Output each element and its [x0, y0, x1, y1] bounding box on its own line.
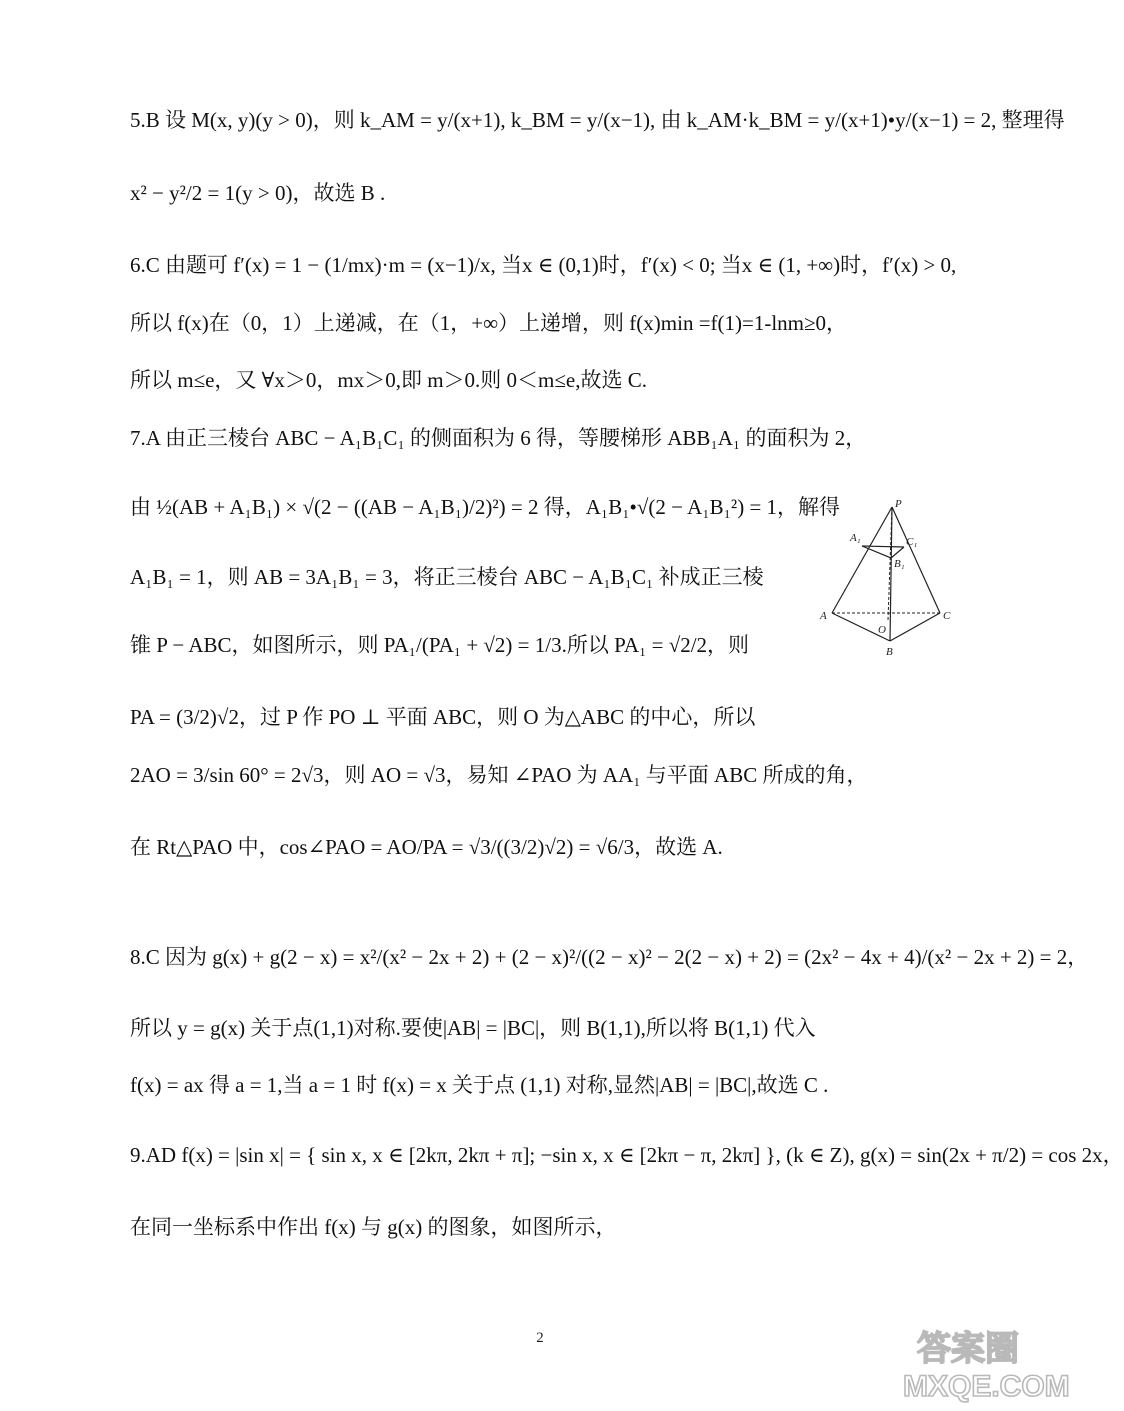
text-line-5b-2: x² − y²/2 = 1(y > 0)，故选 B . — [130, 181, 386, 205]
text-line-6c-3: 所以 m≤e，又 ∀x＞0，mx＞0,即 m＞0.则 0＜m≤e,故选 C. — [130, 368, 647, 392]
watermark-top: 答案圈 — [917, 1330, 1019, 1368]
text-line-7a-5: PA = (3/2)√2，过 P 作 PO ⊥ 平面 ABC，则 O 为△ABC 的中心，所以 — [130, 705, 756, 729]
label-a1: A₁ — [850, 532, 861, 544]
pyramid-figure — [812, 495, 962, 660]
edge-bc — [890, 613, 940, 641]
edge-a1c1 — [862, 546, 904, 547]
watermark-logo — [895, 1322, 1070, 1404]
label-o: O — [878, 624, 886, 636]
label-c1: C₁ — [906, 536, 918, 548]
label-b1: B₁ — [894, 558, 905, 570]
label-b: B — [886, 646, 893, 658]
edge-b1c1 — [891, 547, 904, 558]
text-line-8c-1: 8.C 因为 g(x) + g(2 − x) = x²/(x² − 2x + 2) + (2 − x)²/((2 − x)² − 2(2 − x) + 2) = (2x² − 4x + 4)/(x² − 2x + 2) = 2， — [130, 945, 1089, 969]
text-line-7a-1: 7.A 由正三棱台 ABC − A₁B₁C₁ 的侧面积为 6 得，等腰梯形 ABB₁A₁ 的面积为 2， — [130, 426, 867, 450]
label-c: C — [943, 610, 951, 622]
text-line-8c-3: f(x) = ax 得 a = 1,当 a = 1 时 f(x) = x 关于点 (1,1) 对称,显然|AB| = |BC|,故选 C . — [130, 1073, 829, 1097]
text-line-7a-3: A₁B₁ = 1，则 AB = 3A₁B₁ = 3，将正三棱台 ABC − A₁B₁C₁ 补成正三棱 — [130, 565, 764, 589]
edge-pa — [832, 507, 892, 613]
text-line-7a-6: 2AO = 3/sin 60° = 2√3，则 AO = √3，易知 ∠PAO 为 AA₁ 与平面 ABC 所成的角， — [130, 763, 868, 787]
text-line-7a-7: 在 Rt△PAO 中，cos∠PAO = AO/PA = √3/((3/2)√2) = √6/3，故选 A. — [130, 835, 723, 859]
label-a: A — [820, 610, 827, 622]
text-line-8c-2: 所以 y = g(x) 关于点(1,1)对称.要使|AB| = |BC|，则 B(1,1),所以将 B(1,1) 代入 — [130, 1016, 816, 1040]
text-line-7a-2: 由 ½(AB + A₁B₁) × √(2 − ((AB − A₁B₁)/2)²) = 2 得，A₁B₁•√(2 − A₁B₁²) = 1，解得 — [130, 495, 841, 519]
text-line-9ad-1: 9.AD f(x) = |sin x| = { sin x, x ∈ [2kπ, 2kπ + π]; −sin x, x ∈ [2kπ − π, 2kπ] }, (k ∈ Z), g(x) = sin(2x + π/2) = cos 2x， — [130, 1143, 1124, 1167]
text-line-6c-1: 6.C 由题可 f′(x) = 1 − (1/mx)·m = (x−1)/x, 当x ∈ (0,1)时，f′(x) < 0; 当x ∈ (1, +∞)时，f′(x) > 0, — [130, 253, 957, 277]
label-p: P — [895, 498, 902, 510]
text-line-9ad-2: 在同一坐标系中作出 f(x) 与 g(x) 的图象，如图所示， — [130, 1215, 617, 1239]
text-line-7a-4: 锥 P − ABC，如图所示，则 PA₁/(PA₁ + √2) = 1/3.所以 PA₁ = √2/2，则 — [130, 633, 750, 657]
page-number: 2 — [536, 1330, 544, 1346]
watermark-bottom: MXQE.COM — [903, 1370, 1070, 1403]
text-line-5b-1: 5.B 设 M(x, y)(y > 0)，则 k_AM = y/(x+1), k_BM = y/(x−1), 由 k_AM·k_BM = y/(x+1)•y/(x−1) = 2, 整理得 — [130, 108, 1065, 132]
text-line-6c-2: 所以 f(x)在（0，1）上递减，在（1，+∞）上递增，则 f(x)min =f(1)=1-lnm≥0， — [130, 311, 848, 335]
